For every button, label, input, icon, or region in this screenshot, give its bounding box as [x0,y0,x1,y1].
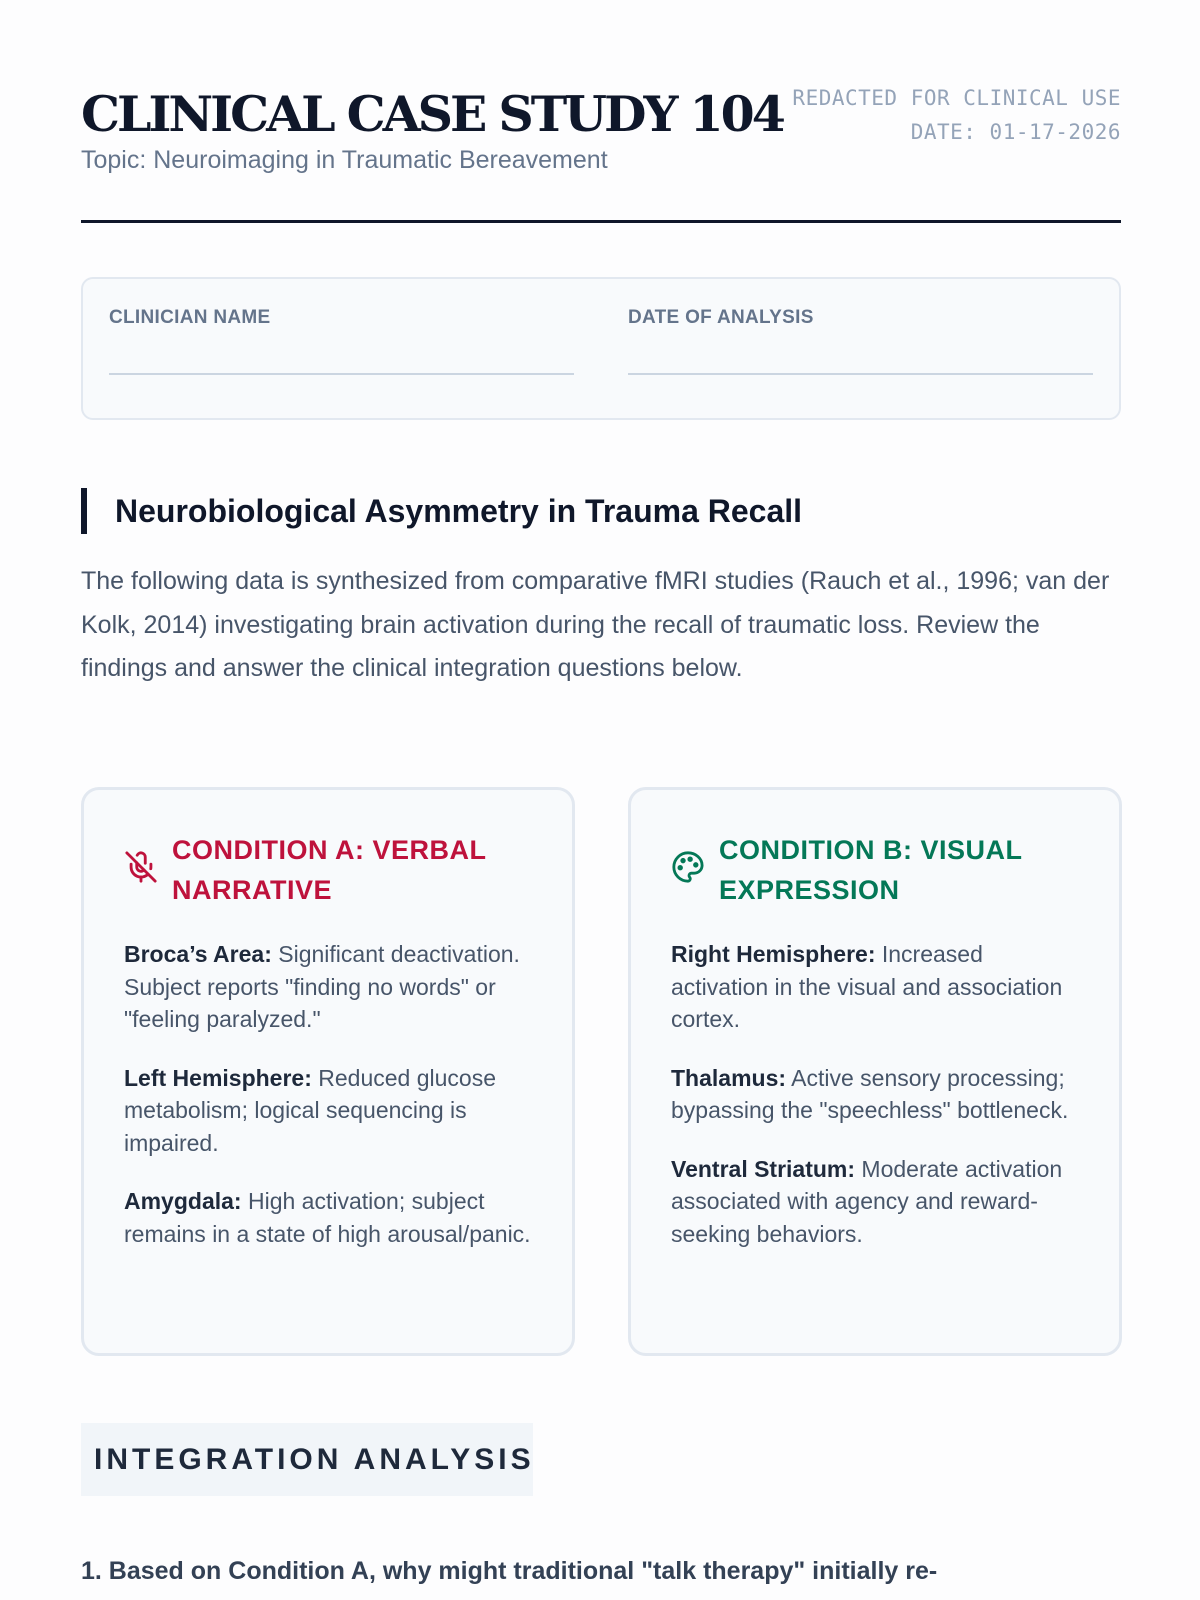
finding-brocas-area [124,938,532,1036]
question-1: 1. Based on Condition A, why might traditional "talk therapy" initially re- [81,1557,938,1585]
condition-a-header [124,830,532,910]
finding-thalamus [671,1062,1079,1127]
page-title: CLINICAL CASE STUDY 104 [81,85,783,143]
finding-text: Significant deactivation. Subject reports "finding no words" or "feeling paralyzed." [124,941,520,1032]
finding-text: Reduced glucose metabolism; logical sequencing is impaired. [124,1064,496,1156]
section-heading: Neurobiological Asymmetry in Trauma Recall [81,488,802,534]
finding-term: Amygdala: [124,1188,242,1214]
analysis-date-field[interactable] [628,307,1093,375]
document-date: DATE: 01-17-2026 [910,120,1121,144]
finding-ventral-striatum [671,1153,1079,1251]
redaction-notice: REDACTED FOR CLINICAL USE [792,86,1121,110]
clinician-info-box [81,277,1121,420]
clinician-name-field[interactable] [109,307,574,375]
palette-icon [671,850,705,884]
condition-b-card [628,787,1122,1356]
mic-off-icon [124,850,158,884]
integration-heading: INTEGRATION ANALYSIS [81,1423,533,1496]
analysis-date-label: DATE OF ANALYSIS [628,307,814,328]
analysis-date-input-line[interactable] [628,373,1093,375]
condition-b-header [671,830,1079,910]
finding-right-hemisphere [671,938,1079,1036]
document-meta [792,81,1121,149]
page-topic: Topic: Neuroimaging in Traumatic Bereavement [81,146,608,174]
condition-b-title: CONDITION B: VISUAL EXPRESSION [719,835,1023,905]
clinician-name-input-line[interactable] [109,373,574,375]
finding-term: Broca’s Area: [124,941,272,967]
finding-term: Ventral Striatum: [671,1155,856,1182]
finding-term: Thalamus: [671,1064,787,1091]
finding-amygdala [124,1185,532,1250]
finding-left-hemisphere [124,1062,532,1160]
finding-text: Active sensory processing; bypassing the "speechless" bottleneck. [671,1064,1069,1123]
finding-text: Moderate activation associated with agency and reward-seeking behaviors. [671,1155,1063,1247]
finding-term: Left Hemisphere: [124,1064,312,1091]
intro-paragraph: The following data is synthesized from comparative fMRI studies (Rauch et al., 1996; van der Kolk, 2014) investigating brain activation during the recall of traumatic loss. Review the findings and answer the clinical integration questions below. [81,567,1110,682]
clinician-name-label: CLINICIAN NAME [109,307,271,328]
condition-a-title: CONDITION A: VERBAL NARRATIVE [172,835,487,905]
finding-text: Increased activation in the visual and association cortex. [671,941,1063,1032]
finding-term: Right Hemisphere: [671,941,876,967]
document-header [81,78,1121,223]
condition-a-card [81,787,575,1356]
finding-text: High activation; subject remains in a state of high arousal/panic. [124,1188,531,1247]
